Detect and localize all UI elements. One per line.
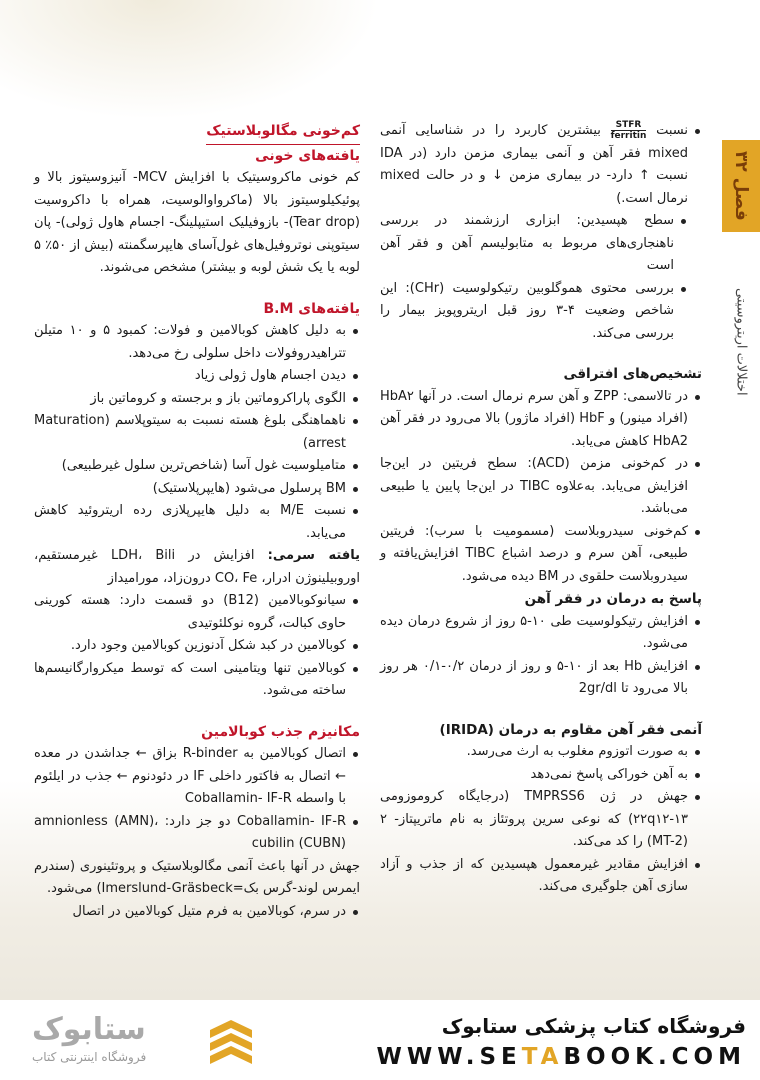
iron-tests-list xyxy=(380,120,702,345)
list-item: ناهماهنگی بلوغ هسته نسبت به سیتوپلاسم (Maturation arrest) xyxy=(34,410,360,455)
list-item: افزایش رتیکولوسیت طی ۱۰-۵ روز از شروع درمان دیده می‌شود. xyxy=(380,611,702,656)
url-suffix: BOOK.COM xyxy=(563,1044,746,1070)
chapter-sidebar xyxy=(722,140,760,396)
ratio-prefix: نسبت xyxy=(656,123,688,138)
bm-findings-list xyxy=(34,320,360,545)
mechanism-paragraph: جهش در آنها باعث آنمی مگالوبلاستیک و پروتئینوری (سندرم ایمرس لوند-گرس بک=Imerslund-Gräsbeck) می‌شود. xyxy=(34,858,360,896)
section-heading-blood: یافته‌های خونی xyxy=(255,147,360,164)
setabook-logo xyxy=(22,1012,292,1072)
list-item: متامیلوسیت غول آسا (شاخص‌ترین سلول غیرطبیعی) xyxy=(34,455,360,478)
list-item: سیانوکوبالامین (B12) دو قسمت دارد: هسته کورینی حاوی کبالت، گروه نوکلئوتیدی xyxy=(34,590,360,635)
cobalamin-list xyxy=(34,590,360,703)
book-chevron-icon xyxy=(206,1018,256,1068)
list-item: به دلیل کاهش کوبالامین و فولات: کمبود ۵ و ۱۰ متیلن تتراهیدروفولات داخل سلولی رخ می‌دهد. xyxy=(34,320,360,365)
list-item: در تالاسمی: ZPP و آهن سرم نرمال است. در آنها HbA۲ (افراد مینور) و HbF (افراد ماژور) بالا می‌رود در فقر آهن HbA2 کاهش می‌یابد. xyxy=(380,386,702,454)
ratio-text: بیشترین کاربرد را در شناسایی آنمی mixed فقر آهن و آنمی بیماری مزمن دارد (در IDA نسبت ↑ دارد- در بیماری مزمن ↓ و در حالت mixed نرمال است.) xyxy=(380,123,688,206)
chapter-topic xyxy=(722,246,760,396)
list-item: جهش در ژن TMPRSS6 (درجایگاه کروموزومی ۱۳-۲۲q۱۲) که نوعی سرین پروتئاز به نام ماتریپتاز- ۲ (MT-2) را کد می‌کند. xyxy=(380,786,702,854)
chapter-topic-text: اختلالات اریتروسیتی xyxy=(733,288,749,396)
url-prefix: WWW.SE xyxy=(376,1044,522,1070)
serum-label: یافته سرمی: xyxy=(267,548,360,563)
list-item: در سرم، کوبالامین به فرم متیل کوبالامین در اتصال xyxy=(34,901,360,924)
list-item: به آهن خوراکی پاسخ نمی‌دهد xyxy=(380,764,702,787)
list-item: الگوی پاراکروماتین باز و برجسته و کروماتین باز xyxy=(34,388,360,411)
section-heading-irida: آنمی فقر آهن مقاوم به درمان (IRIDA) xyxy=(439,721,702,738)
list-item: در کم‌خونی مزمن (ACD): سطح فریتین در این‌جا افزایش می‌یابد. به‌علاوه TIBC در این‌جا پایین یا طبیعی می‌باشد. xyxy=(380,453,702,521)
list-item: دیدن اجسام هاول ژولی زیاد xyxy=(34,365,360,388)
section-heading-treatment: پاسخ به درمان در فقر آهن xyxy=(524,591,702,607)
section-heading-mechanism: مکانیزم جذب کوبالامین xyxy=(201,723,360,740)
section-heading-differential: تشخیص‌های افتراقی xyxy=(563,366,702,382)
decorative-background xyxy=(0,0,380,120)
list-item xyxy=(380,120,702,210)
fraction-numerator: STFR xyxy=(611,120,647,131)
list-item: کوبالامین در کبد شکل آدنوزین کوبالامین وجود دارد. xyxy=(34,635,360,658)
section-heading-bm: یافته‌های B.M xyxy=(263,300,360,317)
blood-findings-text: کم خونی ماکروسیتیک با افزایش MCV- آنیزوسیتوز بالا و پوئیکیلوسیتوز بالا (ماکرواوالوسیت، همراه با داکروسیت (Tear drop)- بازوفیلیک استیپلینگ- اجسام هاول ژولی)- پان سیتوپنی نوتروفیل‌های غول‌آسای هایپرسگمنته (بیش از ۵۰٪ ۵ لوبه یا یک شش لوبه و بیشتر) مشخص می‌شوند. xyxy=(34,170,361,275)
list-item: کم‌خونی سیدروبلاست (مسمومیت با سرب): فریتین طبیعی، آهن سرم و درصد اشباع TIBC افزایش‌یافته و سیدروبلاست حلقوی در BM دیده می‌شود. xyxy=(380,521,702,589)
chapter-tab xyxy=(722,140,760,232)
list-item: سطح هپسیدین: ابزاری ارزشمند در بررسی ناهنجاری‌های مربوط به متابولیسم آهن و فقر آهن است xyxy=(380,210,688,278)
right-column xyxy=(380,120,702,899)
store-banner xyxy=(0,1000,760,1080)
list-item: به صورت اتوزوم مغلوب به ارث می‌رسد. xyxy=(380,741,702,764)
chapter-number: فصل ۳۲ xyxy=(731,151,751,221)
store-url-link[interactable] xyxy=(377,1044,746,1070)
list-item: بررسی محتوی هموگلوبین رتیکولوسیت (CHr): این شاخص وضعیت ۴-۳ روز قبل اریتروپویز بیمار را بررسی می‌کند. xyxy=(380,278,688,346)
list-item: BM پرسلول می‌شود (هایپرپلاستیک) xyxy=(34,478,360,501)
logo-wordmark: ستابوک xyxy=(32,1012,146,1047)
mechanism-list-continued xyxy=(34,901,360,924)
mechanism-list xyxy=(34,743,360,856)
fraction-denominator: ferritin xyxy=(610,131,647,141)
url-accent: TA xyxy=(521,1044,564,1070)
differential-list xyxy=(380,386,702,589)
treatment-list xyxy=(380,611,702,701)
left-column xyxy=(34,120,360,923)
main-heading: کم‌خونی مگالوبلاستیک xyxy=(206,120,360,145)
list-item: افزایش مقادیر غیرمعمول هپسیدین که از جذب و آزاد سازی آهن جلوگیری می‌کند. xyxy=(380,854,702,899)
list-item: کوبالامین تنها ویتامینی است که توسط میکروارگانیسم‌ها ساخته می‌شود. xyxy=(34,658,360,703)
shop-name: فروشگاه کتاب پزشکی ستابوک xyxy=(441,1014,746,1038)
serum-findings xyxy=(34,545,360,590)
list-item: Coballamin- IF-R دو جز دارد: amnionless (AMN)، cubilin (CUBN) xyxy=(34,811,360,856)
stfr-ferritin-fraction xyxy=(611,120,647,141)
list-item: نسبت M/E به دلیل هایپرپلازی رده اریتروئید کاهش می‌یابد. xyxy=(34,500,360,545)
serum-text: افزایش در LDH، Bili غیرمستقیم، اوروبیلینوژن ادرار، CO، Fe درون‌زاد، موراميداز xyxy=(34,548,360,586)
irida-list xyxy=(380,741,702,899)
list-item: اتصال کوبالامین به R-binder بزاق ← جداشدن در معده ← اتصال به فاکتور داخلی IF در دئودنوم ← جذب در ایلئوم با واسطه Coballamin- IF-R xyxy=(34,743,360,811)
list-item: افزایش Hb بعد از ۱۰-۵ و روز از درمان ۰/۲-۰/۱ هر روز بالا می‌رود تا 2gr/dl xyxy=(380,656,702,701)
logo-tagline: فروشگاه اینترنتی کتاب xyxy=(32,1050,147,1064)
